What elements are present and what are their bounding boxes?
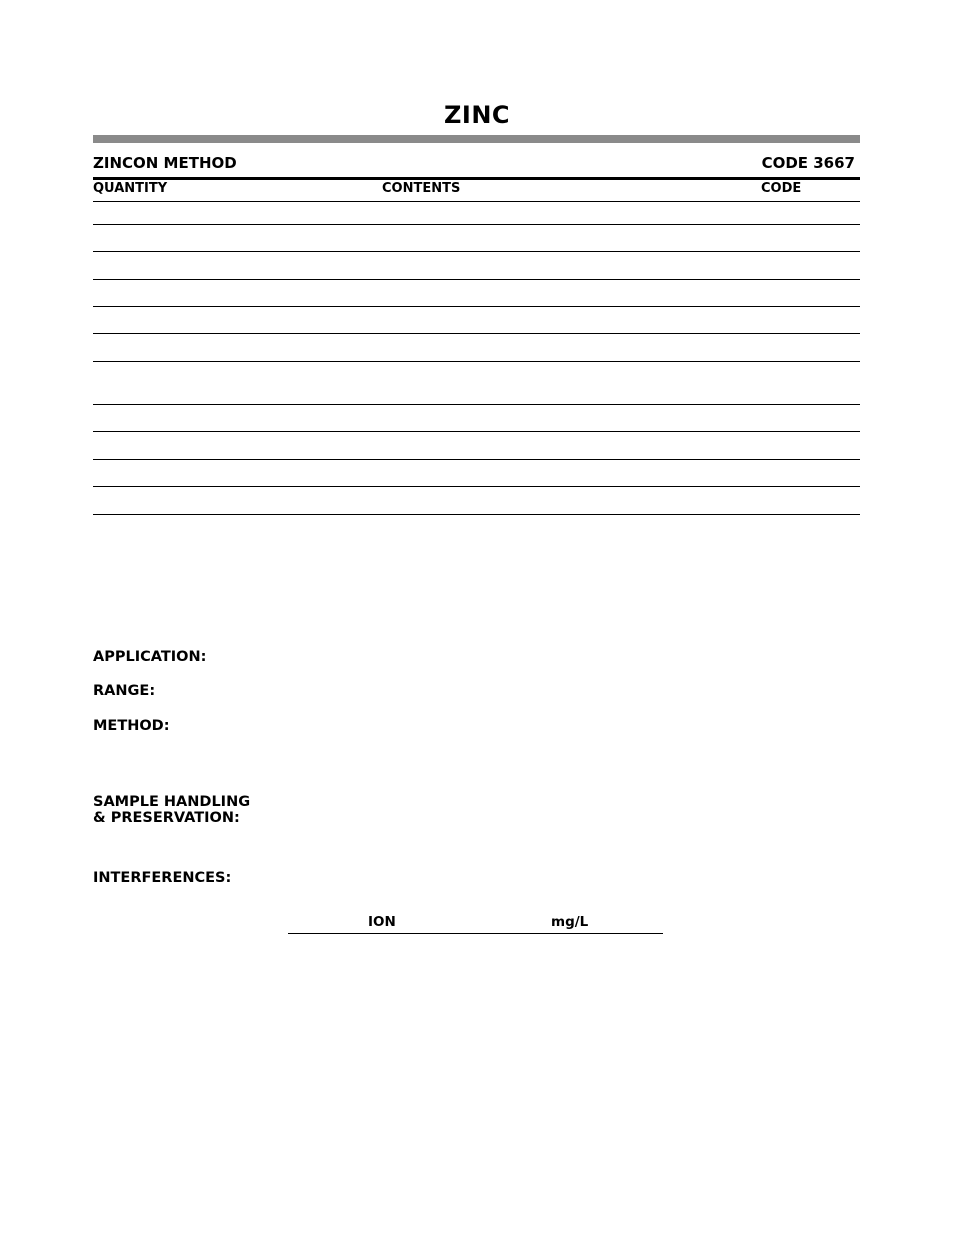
table-row-divider bbox=[93, 361, 860, 362]
table-row-divider bbox=[93, 431, 860, 432]
contents-column-header: CONTENTS bbox=[382, 181, 461, 196]
mgl-column-header: mg/L bbox=[551, 914, 589, 930]
title-divider-bar bbox=[93, 135, 860, 143]
range-label: RANGE: bbox=[93, 683, 156, 699]
method-name: ZINCON METHOD bbox=[93, 154, 237, 172]
table-row-divider bbox=[93, 514, 860, 515]
ion-column-header: ION bbox=[368, 914, 396, 930]
interferences-label: INTERFERENCES: bbox=[93, 870, 232, 886]
sample-handling-label-line2: & PRESERVATION: bbox=[93, 810, 240, 826]
table-row-divider bbox=[93, 224, 860, 225]
table-row-divider bbox=[93, 486, 860, 487]
table-row-divider bbox=[93, 404, 860, 405]
quantity-column-header: QUANTITY bbox=[93, 181, 168, 196]
page-title: ZINC bbox=[443, 101, 511, 129]
table-row-divider bbox=[93, 251, 860, 252]
application-label: APPLICATION: bbox=[93, 649, 207, 665]
method-label: METHOD: bbox=[93, 718, 170, 734]
table-row-divider bbox=[93, 279, 860, 280]
method-code: CODE 3667 bbox=[761, 154, 855, 172]
table-row-divider bbox=[93, 201, 860, 202]
sample-handling-label bbox=[93, 794, 250, 826]
code-column-header: CODE bbox=[761, 181, 802, 196]
method-divider-rule bbox=[93, 177, 860, 180]
table-row-divider bbox=[93, 459, 860, 460]
interference-table-rule bbox=[288, 933, 663, 934]
table-row-divider bbox=[93, 306, 860, 307]
table-row-divider bbox=[93, 333, 860, 334]
sample-handling-label-line1: SAMPLE HANDLING bbox=[93, 794, 251, 810]
